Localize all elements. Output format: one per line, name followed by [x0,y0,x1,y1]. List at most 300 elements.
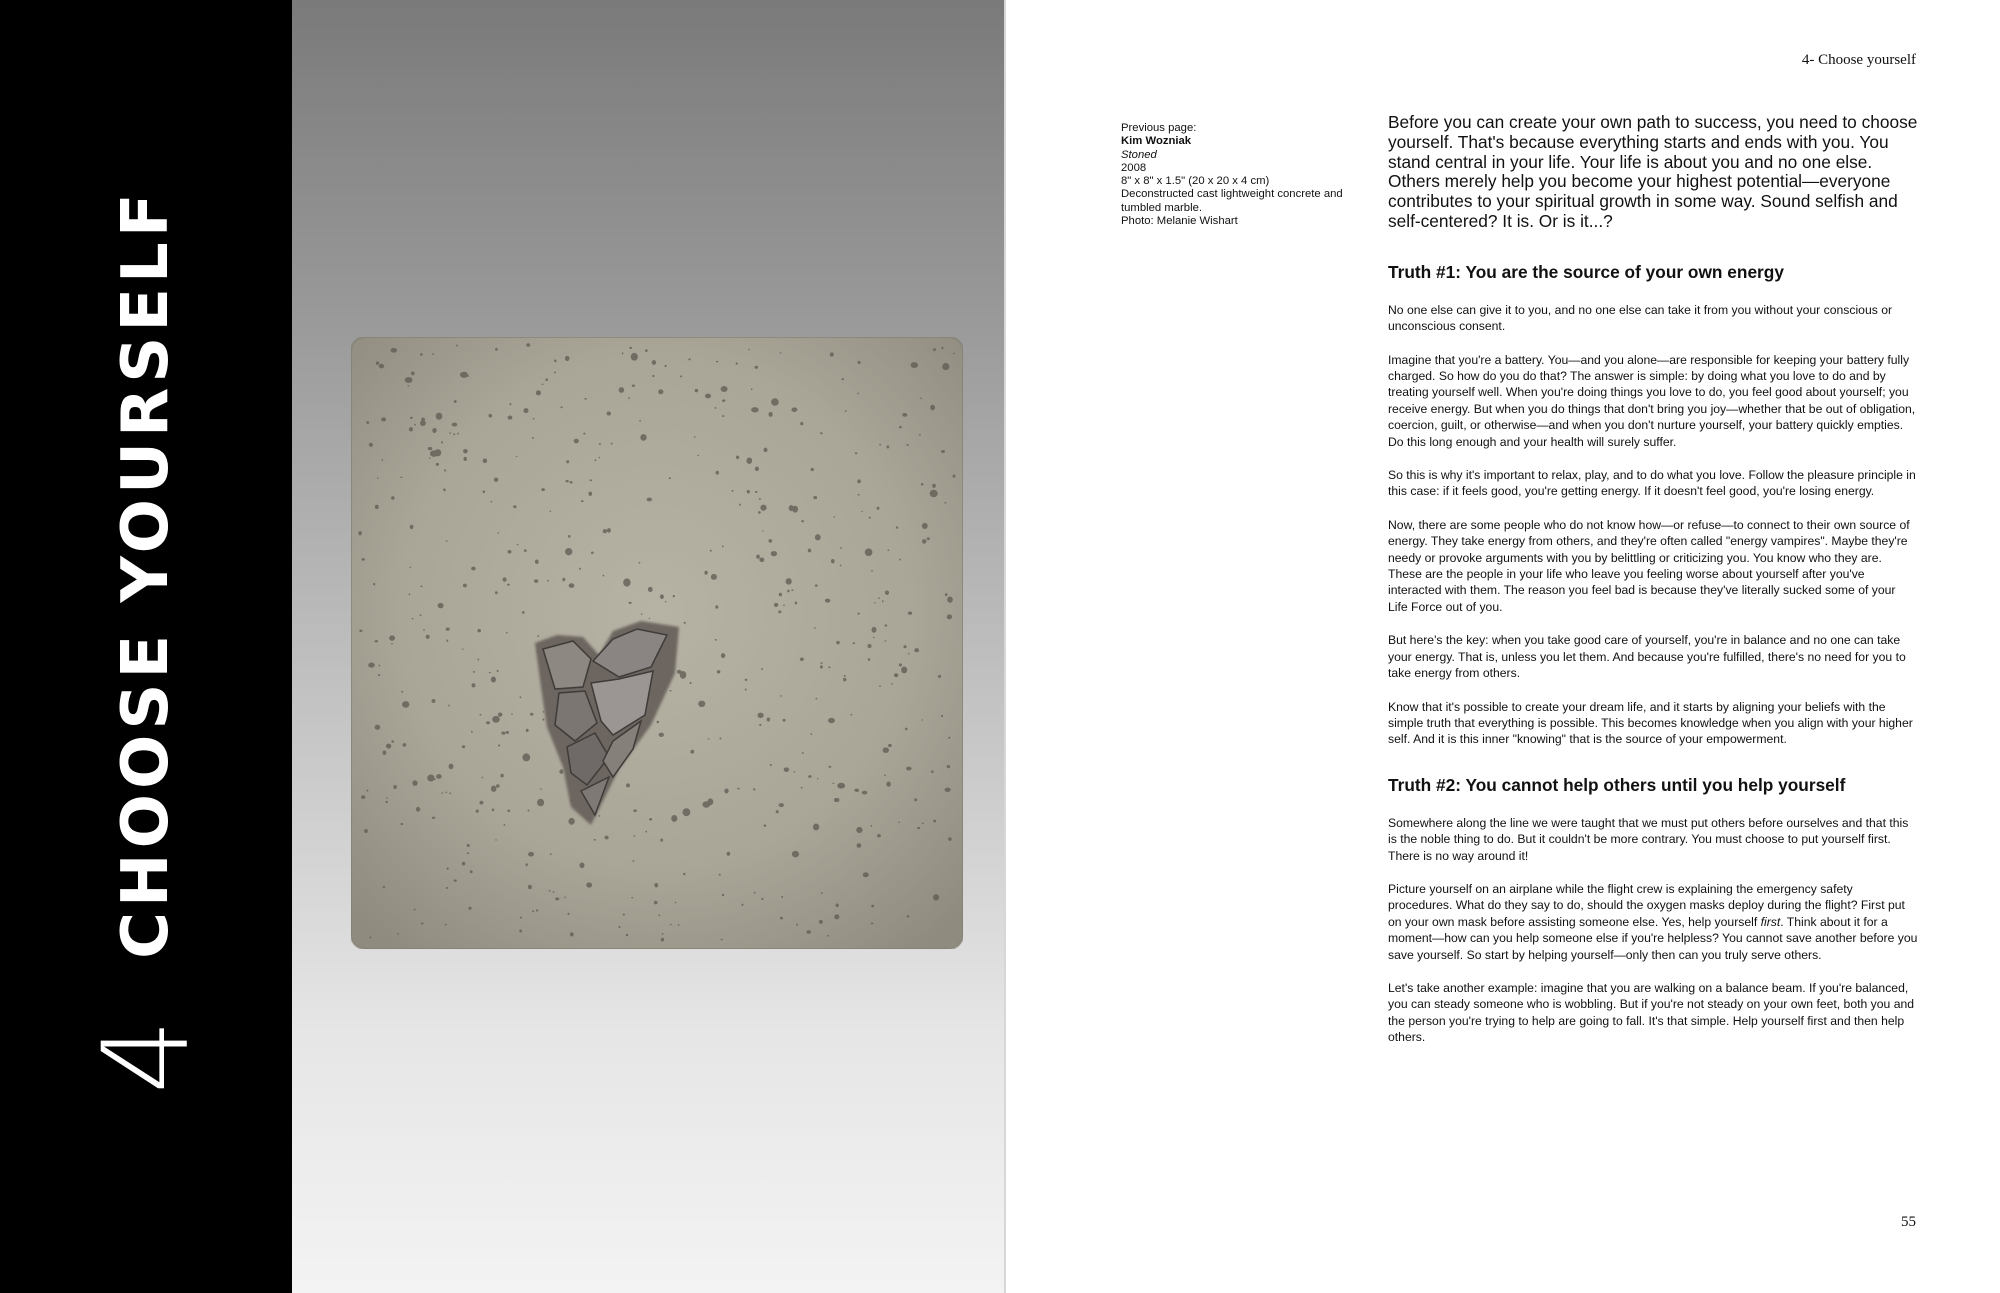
pore [654,901,658,905]
emphasis-first: first [1760,914,1781,929]
truth-2-paragraph: Somewhere along the line we were taught that we must put others before ourselves and that this is the noble thing to do. But it couldn't be more contrary. You must choose to put yourself first. There is no way around it! [1388,815,1909,863]
pore [755,467,759,471]
pore [739,504,741,506]
pore [836,641,840,644]
pore [536,390,541,395]
pore [628,397,630,399]
pore [715,407,717,409]
pore [771,551,777,556]
pore [795,602,798,605]
pore [808,549,811,553]
pore [780,695,782,696]
pore [400,823,403,825]
pore [449,764,454,770]
pore [649,618,651,619]
pore [871,905,874,908]
pore [420,614,422,616]
truth-2-heading: Truth #2: You cannot help others until you help yourself [1388,774,1846,795]
pore [584,398,587,400]
pore [678,924,680,926]
pore [755,491,758,493]
pore [908,653,910,654]
pore [638,562,640,564]
pore [503,824,505,826]
pore [554,359,557,362]
pore [727,852,731,856]
pore [834,914,839,919]
pore [834,798,840,802]
pore [410,417,413,419]
pore [543,711,545,713]
pore [569,583,575,588]
pore [829,766,832,768]
pore [722,415,724,417]
pore [711,574,717,580]
pore [483,459,487,464]
pore [792,851,799,858]
pore [401,691,403,693]
pore [520,696,522,698]
pore [438,603,444,608]
chapter-number: 4 [77,1018,215,1094]
pore [919,434,921,435]
pore [888,744,892,747]
caption-lead: Previous page: [1121,122,1197,134]
pore [694,436,696,438]
pore [938,675,941,678]
pore [508,550,512,554]
pore [780,917,783,920]
pore [467,852,469,854]
pore [393,785,396,789]
pore [391,643,393,644]
pore [500,774,503,778]
pore [715,605,718,609]
pore [373,583,375,586]
pore [632,384,635,386]
artwork-photo-panel [292,0,1004,1293]
pore [497,532,499,534]
pore [524,549,527,552]
pore [858,494,860,496]
pore [534,579,538,582]
pore [871,825,873,827]
pore [550,853,552,855]
pore [599,443,601,445]
pore [503,577,507,581]
pore [416,807,420,812]
page-gutter [1004,0,1006,1293]
pore [941,450,945,453]
pore [409,427,413,431]
pore [764,824,767,826]
pore [566,460,569,463]
pore [568,535,571,538]
pore [477,659,479,661]
pore [716,471,719,475]
pore [753,788,755,790]
pore [511,714,513,715]
pore [432,817,435,819]
pore [381,417,386,421]
pore [801,520,804,522]
pore [945,593,948,596]
pore [430,450,438,457]
pore [830,352,834,356]
pore [780,352,782,354]
pore [583,433,585,435]
pore [409,567,411,568]
pore [770,764,772,766]
pore [532,437,534,439]
pore [791,589,793,591]
pore [761,668,763,670]
pore [748,349,750,350]
pore [887,550,889,551]
pore [815,698,817,700]
pore [446,887,448,889]
pore [361,558,364,561]
pore [375,505,379,509]
pore [908,611,912,614]
pore [868,644,872,648]
pore [817,778,819,779]
pore [695,389,698,392]
pore [767,718,770,722]
pore [445,791,447,793]
pore [658,389,663,394]
pore [446,540,448,541]
pore [542,719,544,721]
pore [468,907,471,910]
truth-2-paragraph [1388,881,1918,963]
pore [761,898,764,900]
pore [776,810,779,813]
pore [361,795,365,799]
pore [857,843,862,848]
pore [717,670,721,673]
pore [947,765,950,768]
pore [492,809,495,812]
pore [536,909,538,911]
pore [831,559,835,563]
pore [783,719,786,722]
pore [759,498,761,500]
pore [654,883,658,888]
pore [391,496,395,499]
pore [896,526,898,529]
pore [607,528,611,533]
pore [400,476,402,478]
pore [470,870,473,873]
pore [410,525,414,529]
pore [810,733,812,735]
pore [690,750,694,754]
pore [754,366,758,369]
pore [899,663,902,666]
pore [652,375,655,377]
pore [530,713,534,716]
pore [581,500,584,502]
pore [586,882,592,887]
pore [779,593,782,597]
pore [652,360,656,365]
pore [414,424,416,426]
pore [501,732,505,735]
truth-1-paragraph: But here's the key: when you take good care of yourself, you're in balance and no one can take your energy. That is, unless you let them. And because you're fulfilled, there's no need for you to take energy from others. [1388,633,1906,681]
pore [914,648,919,652]
text-run: Picture yourself on an airplane while the flight crew is explaining the emergency safety procedures. What do they say to do, should the oxygen masks deploy during the flight? First put on your own mask before assisting someone else. Yes, help yourself [1388,881,1905,929]
pore [378,674,380,676]
pore [626,934,628,937]
pore [629,347,632,349]
pore [494,478,498,482]
pore [683,873,685,875]
running-head: 4- Choose yourself [1801,52,1916,68]
pore [411,372,415,376]
pore [649,818,652,821]
pore [855,452,858,454]
pore [882,600,884,602]
pore [722,545,724,547]
pore [871,570,873,572]
pore [670,924,672,925]
pore [489,672,491,673]
pore [760,505,766,511]
pore [562,578,565,582]
pore [457,433,459,435]
pore [947,596,953,602]
pore [843,678,846,682]
pore [462,745,465,748]
pore [899,426,902,428]
pore [920,398,922,399]
pore [884,774,886,776]
pore [397,933,399,935]
pore [599,457,601,458]
pore [827,935,829,937]
pore [855,789,860,792]
pore [528,810,530,812]
pore [815,534,821,540]
pore [421,418,425,421]
pore [783,604,785,606]
pore [868,658,870,661]
pore [665,365,667,367]
pore [516,456,518,457]
pore [762,530,764,531]
pore [719,874,721,876]
pore [932,484,936,488]
pore [813,496,817,499]
pore [724,789,728,794]
pore [364,829,368,833]
pore [498,744,500,746]
pore [569,481,572,484]
pore [784,767,789,772]
pore [383,751,387,755]
pore [869,517,871,519]
pore [605,836,609,840]
pore [366,789,368,791]
pore [874,602,876,603]
pore [801,787,803,789]
pore [526,863,528,866]
pore [902,413,907,417]
pore [673,595,675,597]
pore [526,729,529,732]
pore [751,407,759,412]
pore [467,375,469,377]
pore [903,645,906,648]
pore [942,363,949,370]
pore [623,914,625,916]
pore [640,434,646,441]
pore [781,896,783,898]
pore [933,894,939,900]
pore [871,922,873,924]
pore [509,403,511,405]
pore [412,618,414,619]
pore [517,544,519,546]
pore [683,808,691,816]
pore [402,701,409,708]
truth-2-paragraph: Let's take another example: imagine that you are walking on a balance beam. If you're balanced, you can steady someone who is wobbling. But if you're not steady on your own feet, both you and the person you're trying to help are going to fall. It's that simple. Help yourself first and then help others. [1388,980,1915,1045]
pore [490,501,492,502]
pore [885,590,889,595]
pore [710,550,712,552]
pore [914,798,917,801]
chapter-name: CHOOSE YOURSELF [109,188,183,959]
pore [370,937,372,939]
pore [522,611,525,614]
pore [436,774,442,779]
pore [607,412,611,416]
pore [565,548,572,555]
pore [819,920,823,924]
pore [941,715,943,717]
truth-1-paragraph: So this is why it's important to relax, play, and to do what you love. Follow the pleasure principle in this case: if it feels good, you're getting energy. If it doesn't feel good, you're losing energy. [1388,468,1916,499]
pore [680,671,687,679]
pore [931,770,933,773]
truth-1-paragraph: No one else can give it to you, and no one else can take it from you without your conscious or unconscious consent. [1388,302,1893,334]
pore [690,682,692,684]
pore [758,511,761,514]
pore [688,358,690,360]
pore [789,505,794,511]
pore [491,677,496,683]
pore [947,614,952,619]
pore [754,892,756,894]
pore [441,792,443,793]
pore [851,714,853,716]
pore [948,737,950,739]
pore [786,578,792,585]
pore [386,798,388,799]
pore [429,458,431,459]
pore [680,375,682,377]
pore [769,412,773,417]
pore [837,783,845,789]
pore [375,725,381,730]
page-number: 55 [1901,1214,1916,1230]
pore [898,822,900,823]
pore [476,810,479,813]
caption-year: 2008 [1121,161,1147,174]
pore [446,628,450,631]
pore [506,632,508,634]
pore [568,818,574,825]
pore [520,916,522,918]
pore [452,423,458,427]
pore [737,788,739,790]
pore [720,939,722,941]
pore [463,584,467,588]
pore [554,371,556,373]
pore [611,443,613,445]
pore [449,432,451,433]
pore [463,449,468,453]
truth-1-paragraph: Know that it's possible to create your dream life, and it starts by aligning your beliefs with the simple truth that everything is possible. This becomes knowledge when you align with your higher self. And it is this inner "knowing" that is the source of your empowerment. [1388,699,1913,747]
pore [751,388,753,390]
pore [412,780,417,786]
pore [496,784,500,788]
pore [722,399,725,402]
pore [808,775,812,778]
pore [857,479,861,483]
pore [508,416,513,420]
truth-1-heading: Truth #1: You are the source of your own energy [1388,261,1784,282]
pore [549,890,551,892]
pore [559,769,563,774]
truth-1-paragraph: Now, there are some people who do not know how—or refuse—to connect to their own source of energy. They take energy from others, and they're often called "energy vampires". Maybe they're needy or provoke arguments with you by belittling or criticizing you. You know who they are. These are the people in your life who leave you feeling worse about yourself after you've interacted with them. The reason you feel bad is because they've literally sucked some of your Life Force out of you. [1388,517,1910,614]
pore [722,894,724,896]
pore [863,872,869,877]
pore [407,385,409,386]
pore [358,531,361,535]
pore [444,469,446,471]
pore [716,361,718,363]
pore [443,488,446,491]
pore [887,445,890,448]
pore [791,407,797,412]
pore [633,809,637,812]
pore [745,689,747,691]
pore [564,897,566,899]
pore [858,361,861,364]
pore [379,364,384,369]
pore [793,771,795,772]
pore [523,408,528,413]
pore [771,398,779,406]
pore [933,820,936,823]
pore [540,788,542,790]
pore [857,613,859,615]
pore [721,386,728,392]
pore [633,835,635,837]
pore [495,591,498,594]
pore [471,567,476,571]
pore [414,909,416,911]
pore [774,603,778,607]
pore [894,673,898,677]
pore [471,683,475,687]
pore [560,406,562,408]
pore [905,728,908,731]
pore [545,378,548,381]
pore [901,666,907,673]
pore [659,733,664,737]
